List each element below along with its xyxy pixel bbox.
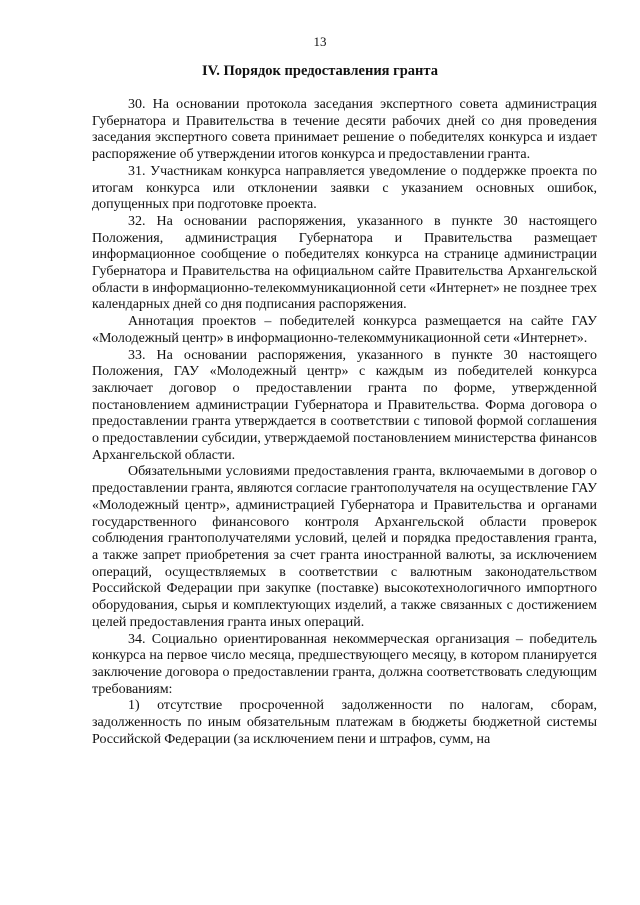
section-title: IV. Порядок предоставления гранта <box>202 63 438 79</box>
page-number: 13 <box>313 34 327 49</box>
paragraph-annotation: Аннотация проектов – победителей конкурса размещается на сайте ГАУ «Молодежный центр» в информационно-телекоммуникационной сети «Интернет». <box>92 314 597 346</box>
paragraph-30: 30. На основании протокола заседания экспертного совета администрация Губернатора и Правительства в течение десяти рабочих дней со дня проведения заседания экспертного совета принимает решение о победителях конкурса и издает распоряжение об утверждении итогов конкурса и предоставлении гранта. <box>92 97 597 163</box>
paragraph-33: 33. На основании распоряжения, указанного в пункте 30 настоящего Положения, ГАУ «Молодежный центр» с каждым из победителей конкурса заключает договор о предоставлении гранта по форме, утвержденной постановлением администрации Губернатора и Правительства. Форма договора о предоставлении гранта утверждается в соответствии с типовой формой соглашения о предоставлении субсидии, утверждаемой постановлением министерства финансов Архангельской области. <box>92 347 597 463</box>
paragraph-32: 32. На основании распоряжения, указанного в пункте 30 настоящего Положения, администрация Губернатора и Правительства размещает информационное сообщение о победителях конкурса на странице администрации Губернатора и Правительства на официальном сайте Правительства Архангельской области в информационно-телекоммуникационной сети «Интернет» не позднее трех календарных дней со дня подписания распоряжения. <box>92 213 597 313</box>
paragraph-34-item-1: 1) отсутствие просроченной задолженности по налогам, сборам, задолженность по иным обязательным платежам в бюджеты бюджетной системы Российской Федерации (за исключением пени и штрафов, сумм, на <box>92 698 597 747</box>
paragraph-34: 34. Социально ориентированная некоммерческая организация – победитель конкурса на первое число месяца, предшествующего месяцу, в котором планируется заключение договора о предоставлении гранта, должна соответствовать следующим требованиям: <box>92 631 597 697</box>
document-body <box>92 97 597 748</box>
paragraph-31: 31. Участникам конкурса направляется уведомление о поддержке проекта по итогам конкурса или отклонении заявки с указанием основных ошибок, допущенных при подготовке проекта. <box>92 163 597 213</box>
paragraph-obligatory-conditions: Обязательными условиями предоставления гранта, включаемыми в договор о предоставлении гранта, являются согласие грантополучателя на осуществление ГАУ «Молодежный центр», администрацией Губернатора и Правительства и органами государственного финансового контроля Архангельской области проверок соблюдения грантополучателями условий, целей и порядка предоставления гранта, а также запрет приобретения за счет гранта иностранной валюты, за исключением операций, осуществляемых в соответствии с валютным законодательством Российской Федерации при закупке (поставке) высокотехнологичного импортного оборудования, сырья и комплектующих изделий, а также связанных с достижением целей предоставления гранта иных операций. <box>92 464 597 630</box>
